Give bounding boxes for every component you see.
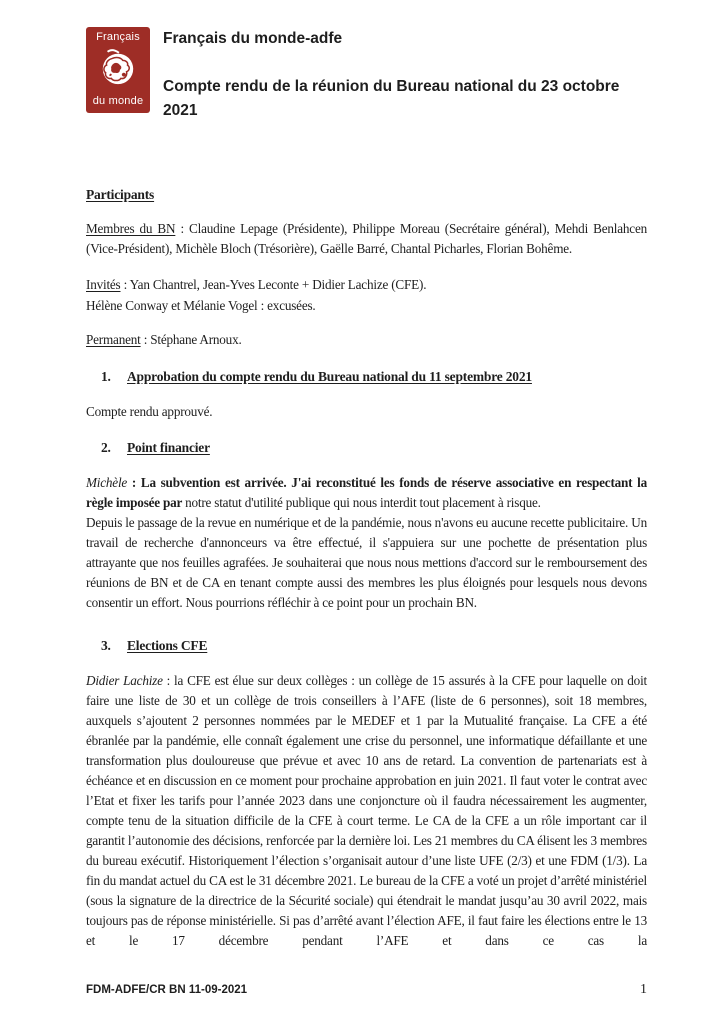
invites-label: Invités — [86, 277, 121, 292]
section-1-heading — [86, 367, 647, 387]
membres-text: : Claudine Lepage (Présidente), Philippe Moreau (Secrétaire général), Mehdi Benlahcen (Vice-Président), Michèle Bloch (Trésorière), Gaëlle Barré, Chantal Picharles, Florian Bohême. — [86, 221, 647, 256]
paragraph-membres — [86, 219, 647, 259]
permanent-text: : Stéphane Arnoux. — [140, 332, 242, 347]
section-3-title: Elections CFE — [127, 638, 208, 653]
section-1-body: Compte rendu approuvé. — [86, 404, 213, 419]
speaker-didier: Didier Lachize — [86, 673, 163, 688]
speaker-michele: Michèle — [86, 475, 128, 490]
paragraph-michele — [86, 473, 647, 513]
footer-page-number: 1 — [640, 982, 647, 997]
permanent-label: Permanent — [86, 332, 141, 347]
globe-icon — [99, 47, 137, 92]
paragraph-finances: Depuis le passage de la revue en numérique et de la pandémie, nous n'avons eu aucune recette publicitaire. Un travail de recherche d'annonceurs va être effectué, il s'appuiera sur une pochette de présentation plus attrayante que nos feuilles agrafées. Je souhaiterai que nous nous mettions d'accord sur le remboursement des réunions de BN et de CA en tenant compte aussi des membres les plus éloignés pour lesquels nous devons consentir un effort. Nous pourrions réfléchir à ce point pour un prochain BN. — [86, 515, 647, 610]
section-2-title: Point financier — [127, 440, 210, 455]
logo-text-bottom: du monde — [92, 95, 144, 107]
logo-text-top: Français — [96, 31, 140, 43]
didier-text: : la CFE est élue sur deux collèges : un collège de 15 assurés à la CFE pour laquelle on doit faire une liste de 30 et un collège de trois conseillers à l’AFE (liste de 6 personnes), soit 18 membres, auxquels s’ajoutent 2 personnes nommées par le MEDEF et 1 par la Mutualité française. La CFE a été ébranlée par la pandémie, elle connaît également une crise du personnel, une informatique défaillante et une transformation plus douloureuse que prévue et avec 10 ans de retard. La convention de partenariats est à échéance et en discussion en ce moment pour prochaine approbation en juin 2021. Il faut voter le contrat avec l’Etat et fixer les tarifs pour l’année 2023 dans une conjoncture où il faudra nécessairement les augmenter, compte tenu de la situation difficile de la CFE à court terme. Le CA de la CFE a un rôle important car il garantit l’autonomie des décisions, renforcée par la dernière loi. Les 21 membres du CA élisent les 3 membres du bureau exécutif. Historiquement l’élection s’organisait autour d’une liste UFE (2/3) et une FDM (1/3). La fin du mandat actuel du CA est le 31 décembre 2021. Le bureau de la CFE a voté un projet d’arrêté ministériel (sous la signature de la directrice de la Sécurité sociale) qui étendrait le mandat jusqu’au 30 avril 2022, mais toujours pas de réponse ministérielle. Si pas d’arrêté avant l’élection AFE, il faut faire les élections entre le 13 et le 17 décembre pendant l’AFE et dans ce cas la — [86, 673, 647, 948]
org-title: Français du monde-adfe — [163, 30, 343, 47]
section-1-number: 1. — [101, 369, 111, 384]
section-1-title: Approbation du compte rendu du Bureau national du 11 septembre 2021 — [127, 369, 532, 384]
excused-text: Hélène Conway et Mélanie Vogel : excusées. — [86, 298, 316, 313]
document-header — [86, 27, 647, 123]
michele-lead-bold: : La subvention est arrivée. J'ai reconstitué les fonds de réserve associative en respectant la règle imposée par — [86, 475, 647, 510]
section-3-heading — [86, 636, 647, 656]
header-titles — [163, 27, 643, 123]
paragraph-didier — [86, 671, 647, 951]
participants-heading: Participants — [86, 187, 155, 202]
footer-doc-reference: FDM-ADFE/CR BN 11-09-2021 — [86, 984, 248, 996]
page-footer — [86, 982, 647, 998]
invites-text: : Yan Chantrel, Jean-Yves Leconte + Didier Lachize (CFE). — [120, 277, 427, 292]
document-title: Compte rendu de la réunion du Bureau national du 23 octobre 2021 — [163, 78, 620, 119]
membres-label: Membres du BN — [86, 221, 176, 236]
michele-lead-rest: notre statut d'utilité publique qui nous interdit tout placement à risque. — [185, 495, 541, 510]
section-3-number: 3. — [101, 638, 111, 653]
org-logo — [86, 27, 150, 113]
section-2-heading — [86, 438, 647, 458]
paragraph-invites — [86, 274, 647, 316]
paragraph-permanent — [86, 330, 647, 350]
section-2-number: 2. — [101, 440, 111, 455]
